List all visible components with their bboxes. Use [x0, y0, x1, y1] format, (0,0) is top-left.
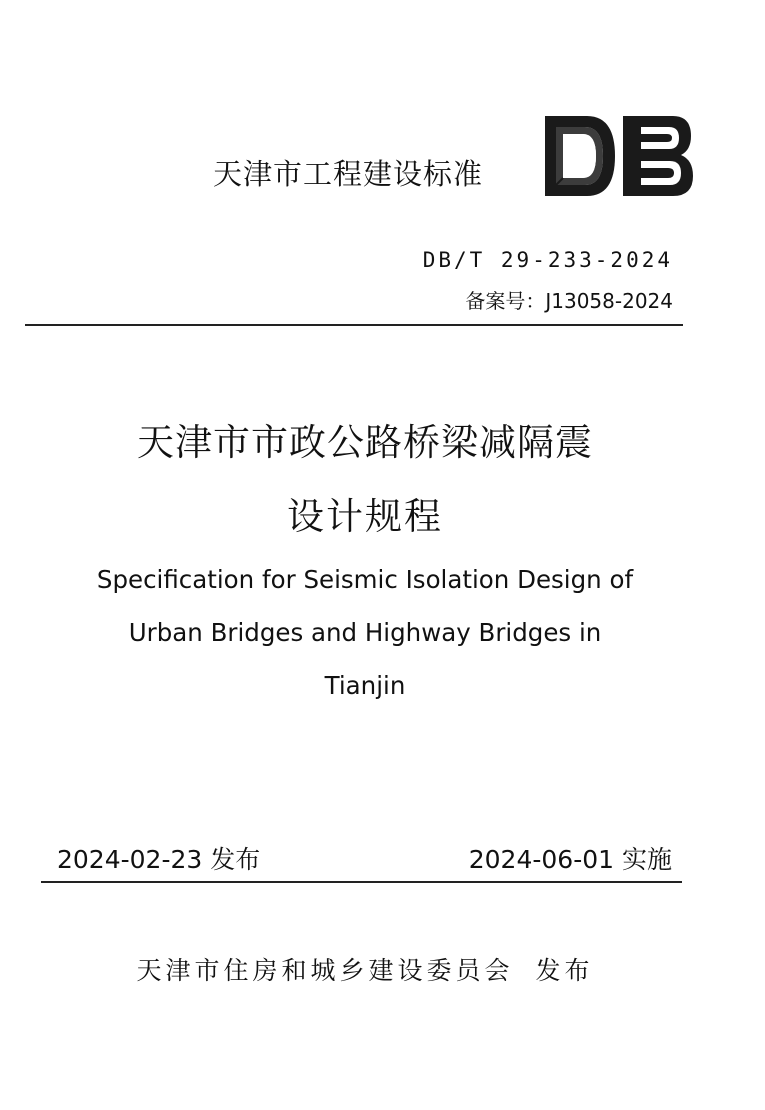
title-chinese-line1: 天津市市政公路桥梁减隔震 [137, 421, 593, 464]
issuer-line [0, 951, 730, 987]
title-english-line1: Specification for Seismic Isolation Design of [96, 565, 634, 594]
title-english-line3: Tianjin [324, 671, 406, 700]
title-english-line2: Urban Bridges and Highway Bridges in [128, 618, 602, 647]
db-logo-b-letter [623, 116, 693, 196]
top-divider [25, 324, 683, 326]
implementation-date: 2024-06-01 实施 [468, 845, 672, 874]
title-english [0, 553, 730, 712]
bottom-divider [41, 881, 682, 883]
issuer-name: 天津市住房和城乡建设委员会 [136, 956, 514, 985]
issuer-action: 发布 [535, 956, 594, 985]
standard-code: DB/T 29-233-2024 [422, 248, 673, 272]
record-number: 备案号：J13058-2024 [465, 289, 673, 313]
issue-date: 2024-02-23 发布 [57, 845, 261, 874]
db-logo [541, 112, 697, 200]
db-logo-d-letter [545, 116, 615, 196]
standard-category: 天津市工程建设标准 [213, 157, 484, 191]
title-chinese-line2: 设计规程 [287, 495, 443, 538]
